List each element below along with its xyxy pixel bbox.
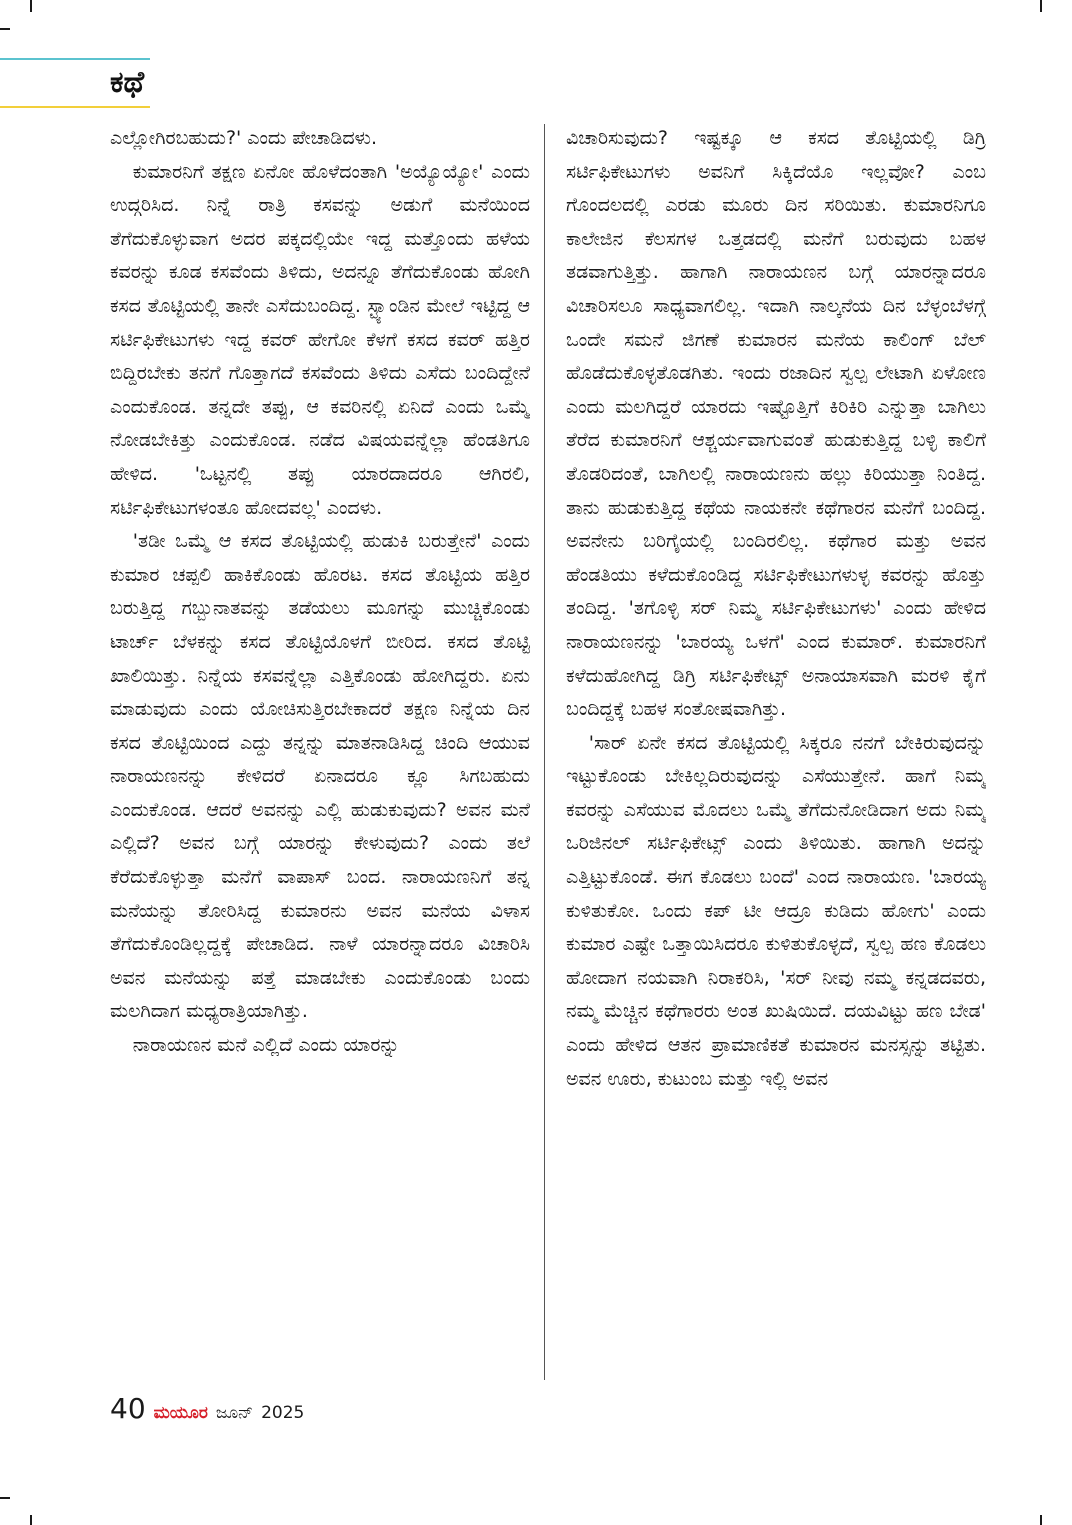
left-paragraph-3: 'ತಡೀ ಒಮ್ಮೆ ಆ ಕಸದ ತೊಟ್ಟಿಯಲ್ಲಿ ಹುಡುಕಿ ಬರುತ್ತೇನೆ' ಎಂದು ಕುಮಾರ ಚಪ್ಪಲಿ ಹಾಕಿಕೊಂಡು ಹೊರಟ. ಕಸದ ತೊಟ್ಟಿಯ ಹತ್ತಿರ ಬರುತ್ತಿದ್ದ ಗಬ್ಬುನಾತವನ್ನು ತಡೆಯಲು ಮೂಗನ್ನು ಮುಚ್ಚಿಕೊಂಡು ಟಾರ್ಚ್ ಬೆಳಕನ್ನು ಕಸದ ತೊಟ್ಟಿಯೊಳಗೆ ಬೀರಿದ. ಕಸದ ತೊಟ್ಟಿ ಖಾಲಿಯಿತ್ತು. ನಿನ್ನೆಯ ಕಸವನ್ನೆಲ್ಲಾ ಎತ್ತಿಕೊಂಡು ಹೋಗಿದ್ದರು. ಏನು ಮಾಡುವುದು ಎಂದು ಯೋಚಿಸುತ್ತಿರಬೇಕಾದರೆ ತಕ್ಷಣ ನಿನ್ನೆಯ ದಿನ ಕಸದ ತೊಟ್ಟಿಯಿಂದ ಎದ್ದು ತನ್ನನ್ನು ಮಾತನಾಡಿಸಿದ್ದ ಚಿಂದಿ ಆಯುವ ನಾರಾಯಣನನ್ನು ಕೇಳಿದರೆ ಏನಾದರೂ ಕ್ಲೂ ಸಿಗಬಹುದು ಎಂದುಕೊಂಡ. ಆದರೆ ಅವನನ್ನು ಎಲ್ಲಿ ಹುಡುಕುವುದು? ಅವನ ಮನೆ ಎಲ್ಲಿದೆ? ಅವನ ಬಗ್ಗೆ ಯಾರನ್ನು ಕೇಳುವುದು? ಎಂದು ತಲೆ ಕೆರೆದುಕೊಳ್ಳುತ್ತಾ ಮನೆಗೆ ವಾಪಾಸ್ ಬಂದ. ನಾರಾಯಣನಿಗೆ ತನ್ನ ಮನೆಯನ್ನು ತೋರಿಸಿದ್ದ ಕುಮಾರನು ಅವನ ಮನೆಯ ವಿಳಾಸ ತೆಗೆದುಕೊಂಡಿಲ್ಲದ್ದಕ್ಕೆ ಪೇಚಾಡಿದ. ನಾಳೆ ಯಾರನ್ನಾದರೂ ವಿಚಾರಿಸಿ ಅವನ ಮನೆಯನ್ನು ಪತ್ತೆ ಮಾಡಬೇಕು ಎಂದುಕೊಂಡು ಬಂದು ಮಲಗಿದಾಗ ಮಧ್ಯರಾತ್ರಿಯಾಗಿತ್ತು. xyxy=(110,530,530,1023)
crop-mark-bottom-left xyxy=(30,1515,32,1525)
crop-mark-bottom-right xyxy=(1040,1515,1042,1525)
column-divider xyxy=(544,124,545,1380)
left-paragraph-2: ಕುಮಾರನಿಗೆ ತಕ್ಷಣ ಏನೋ ಹೊಳೆದಂತಾಗಿ 'ಅಯ್ಯೊಯ್ಯೋ' ಎಂದು ಉದ್ಗರಿಸಿದ. ನಿನ್ನೆ ರಾತ್ರಿ ಕಸವನ್ನು ಅಡುಗೆ ಮನೆಯಿಂದ ತೆಗೆದುಕೊಳ್ಳುವಾಗ ಅದರ ಪಕ್ಕದಲ್ಲಿಯೇ ಇದ್ದ ಮತ್ತೊಂದು ಹಳೆಯ ಕವರನ್ನು ಕೂಡ ಕಸವೆಂದು ತಿಳಿದು, ಅದನ್ನೂ ತೆಗೆದುಕೊಂಡು ಹೋಗಿ ಕಸದ ತೊಟ್ಟಿಯಲ್ಲಿ ತಾನೇ ಎಸೆದುಬಂದಿದ್ದ. ಸ್ಟ್ಯಾಂಡಿನ ಮೇಲೆ ಇಟ್ಟಿದ್ದ ಆ ಸರ್ಟಿಫಿಕೇಟುಗಳು ಇದ್ದ ಕವರ್ ಹೇಗೋ ಕೆಳಗೆ ಕಸದ ಕವರ್ ಹತ್ತಿರ ಬಿದ್ದಿರಬೇಕು ತನಗೆ ಗೊತ್ತಾಗದೆ ಕಸವೆಂದು ತಿಳಿದು ಎಸೆದು ಬಂದಿದ್ದೇನೆ ಎಂದುಕೊಂಡ. ತನ್ನದೇ ತಪ್ಪು, ಆ ಕವರಿನಲ್ಲಿ ಏನಿದೆ ಎಂದು ಒಮ್ಮೆ ನೋಡಬೇಕಿತ್ತು ಎಂದುಕೊಂಡ. ನಡೆದ ವಿಷಯವನ್ನೆಲ್ಲಾ ಹೆಂಡತಿಗೂ ಹೇಳಿದ. 'ಒಟ್ಟನಲ್ಲಿ ತಪ್ಪು ಯಾರದಾದರೂ ಆಗಿರಲಿ, ಸರ್ಟಿಫಿಕೇಟುಗಳಂತೂ ಹೋದವಲ್ಲ' ಎಂದಳು. xyxy=(110,160,530,519)
crop-mark-left-lower xyxy=(0,1497,10,1499)
left-paragraph-1: ಎಲ್ಲೋಗಿರಬಹುದು?' ಎಂದು ಪೇಚಾಡಿದಳು. xyxy=(110,127,378,149)
article-column-right xyxy=(566,122,986,1380)
right-paragraph-1: ವಿಚಾರಿಸುವುದು? ಇಷ್ಟಕ್ಕೂ ಆ ಕಸದ ತೊಟ್ಟಿಯಲ್ಲಿ ಡಿಗ್ರಿ ಸರ್ಟಿಫಿಕೇಟುಗಳು ಅವನಿಗೆ ಸಿಕ್ಕಿದೆಯೊ ಇಲ್ಲವೋ? ಎಂಬ ಗೊಂದಲದಲ್ಲಿ ಎರಡು ಮೂರು ದಿನ ಸರಿಯಿತು. ಕುಮಾರನಿಗೂ ಕಾಲೇಜಿನ ಕೆಲಸಗಳ ಒತ್ತಡದಲ್ಲಿ ಮನೆಗೆ ಬರುವುದು ಬಹಳ ತಡವಾಗುತ್ತಿತ್ತು. ಹಾಗಾಗಿ ನಾರಾಯಣನ ಬಗ್ಗೆ ಯಾರನ್ನಾದರೂ ವಿಚಾರಿಸಲೂ ಸಾಧ್ಯವಾಗಲಿಲ್ಲ. ಇದಾಗಿ ನಾಲ್ಕನೆಯ ದಿನ ಬೆಳ್ಳಂಬೆಳಗ್ಗೆ ಒಂದೇ ಸಮನೆ ಜಿಗಣೆ ಕುಮಾರನ ಮನೆಯ ಕಾಲಿಂಗ್ ಬೆಲ್ ಹೊಡೆದುಕೊಳ್ಳತೊಡಗಿತು. ಇಂದು ರಜಾದಿನ ಸ್ವಲ್ಪ ಲೇಟಾಗಿ ಏಳೋಣ ಎಂದು ಮಲಗಿದ್ದರೆ ಯಾರದು ಇಷ್ಟೊತ್ತಿಗೆ ಕಿರಿಕಿರಿ ಎನ್ನುತ್ತಾ ಬಾಗಿಲು ತೆರೆದ ಕುಮಾರನಿಗೆ ಆಶ್ಚರ್ಯವಾಗುವಂತೆ ಹುಡುಕುತ್ತಿದ್ದ ಬಳ್ಳಿ ಕಾಲಿಗೆ ತೊಡರಿದಂತೆ, ಬಾಗಿಲಲ್ಲಿ ನಾರಾಯಣನು ಹಲ್ಲು ಕಿರಿಯುತ್ತಾ ನಿಂತಿದ್ದ. ತಾನು ಹುಡುಕುತ್ತಿದ್ದ ಕಥೆಯ ನಾಯಕನೇ ಕಥೆಗಾರನ ಮನೆಗೆ ಬಂದಿದ್ದ. ಅವನೇನು ಬರಿಗೈಯಲ್ಲಿ ಬಂದಿರಲಿಲ್ಲ. ಕಥೆಗಾರ ಮತ್ತು ಅವನ ಹೆಂಡತಿಯು ಕಳೆದುಕೊಂಡಿದ್ದ ಸರ್ಟಿಫಿಕೇಟುಗಳುಳ್ಳ ಕವರನ್ನು ಹೊತ್ತು ತಂದಿದ್ದ. 'ತಗೊಳ್ಳಿ ಸರ್ ನಿಮ್ಮ ಸರ್ಟಿಫಿಕೇಟುಗಳು' ಎಂದು ಹೇಳಿದ ನಾರಾಯಣನನ್ನು 'ಬಾರಯ್ಯ ಒಳಗೆ' ಎಂದ ಕುಮಾರ್. ಕುಮಾರನಿಗೆ ಕಳೆದುಹೋಗಿದ್ದ ಡಿಗ್ರಿ ಸರ್ಟಿಫಿಕೇಟ್ಸ್ ಅನಾಯಾಸವಾಗಿ ಮರಳಿ ಕೈಗೆ ಬಂದಿದ್ದಕ್ಕೆ ಬಹಳ ಸಂತೋಷವಾಗಿತ್ತು. xyxy=(566,127,986,721)
article-column-left xyxy=(110,122,530,1380)
magazine-name: ಮಯೂರ xyxy=(153,1403,208,1423)
header-accent-line-bottom xyxy=(0,106,150,108)
header-accent-line-top xyxy=(0,58,150,60)
crop-mark-left-upper xyxy=(0,28,10,30)
issue-year: 2025 xyxy=(261,1403,305,1423)
section-title: ಕಥೆ xyxy=(110,65,145,100)
left-paragraph-4: ನಾರಾಯಣನ ಮನೆ ಎಲ್ಲಿದೆ ಎಂದು ಯಾರನ್ನು xyxy=(132,1034,400,1057)
issue-month: ಜೂನ್ xyxy=(215,1403,254,1423)
crop-mark-top-left xyxy=(30,0,32,12)
right-paragraph-2: 'ಸಾರ್ ಏನೇ ಕಸದ ತೊಟ್ಟಿಯಲ್ಲಿ ಸಿಕ್ಕರೂ ನನಗೆ ಬೇಕಿರುವುದನ್ನು ಇಟ್ಟುಕೊಂಡು ಬೇಕಿಲ್ಲದಿರುವುದನ್ನು ಎಸೆಯುತ್ತೇನೆ. ಹಾಗೆ ನಿಮ್ಮ ಕವರನ್ನು ಎಸೆಯುವ ಮೊದಲು ಒಮ್ಮೆ ತೆಗೆದುನೋಡಿದಾಗ ಅದು ನಿಮ್ಮ ಒರಿಜಿನಲ್ ಸರ್ಟಿಫಿಕೇಟ್ಸ್ ಎಂದು ತಿಳಿಯಿತು. ಹಾಗಾಗಿ ಅದನ್ನು ಎತ್ತಿಟ್ಟುಕೊಂಡೆ. ಈಗ ಕೊಡಲು ಬಂದೆ' ಎಂದ ನಾರಾಯಣ. 'ಬಾರಯ್ಯ ಕುಳಿತುಕೋ. ಒಂದು ಕಪ್ ಟೀ ಆದ್ರೂ ಕುಡಿದು ಹೋಗು' ಎಂದು ಕುಮಾರ ಎಷ್ಟೇ ಒತ್ತಾಯಿಸಿದರೂ ಕುಳಿತುಕೊಳ್ಳದೆ, ಸ್ವಲ್ಪ ಹಣ ಕೊಡಲು ಹೋದಾಗ ನಯವಾಗಿ ನಿರಾಕರಿಸಿ, 'ಸರ್ ನೀವು ನಮ್ಮ ಕನ್ನಡದವರು, ನಮ್ಮ ಮೆಚ್ಚಿನ ಕಥೆಗಾರರು ಅಂತ ಖುಷಿಯಿದೆ. ದಯವಿಟ್ಟು ಹಣ ಬೇಡ' ಎಂದು ಹೇಳಿದ ಆತನ ಪ್ರಾಮಾಣಿಕತೆ ಕುಮಾರನ ಮನಸ್ಸನ್ನು ತಟ್ಟಿತು. ಅವನ ಊರು, ಕುಟುಂಬ ಮತ್ತು ಇಲ್ಲಿ ಅವನ xyxy=(566,731,986,1090)
page-footer xyxy=(110,1392,304,1432)
page-number: 40 xyxy=(110,1392,146,1425)
crop-mark-top-right xyxy=(1040,0,1042,12)
